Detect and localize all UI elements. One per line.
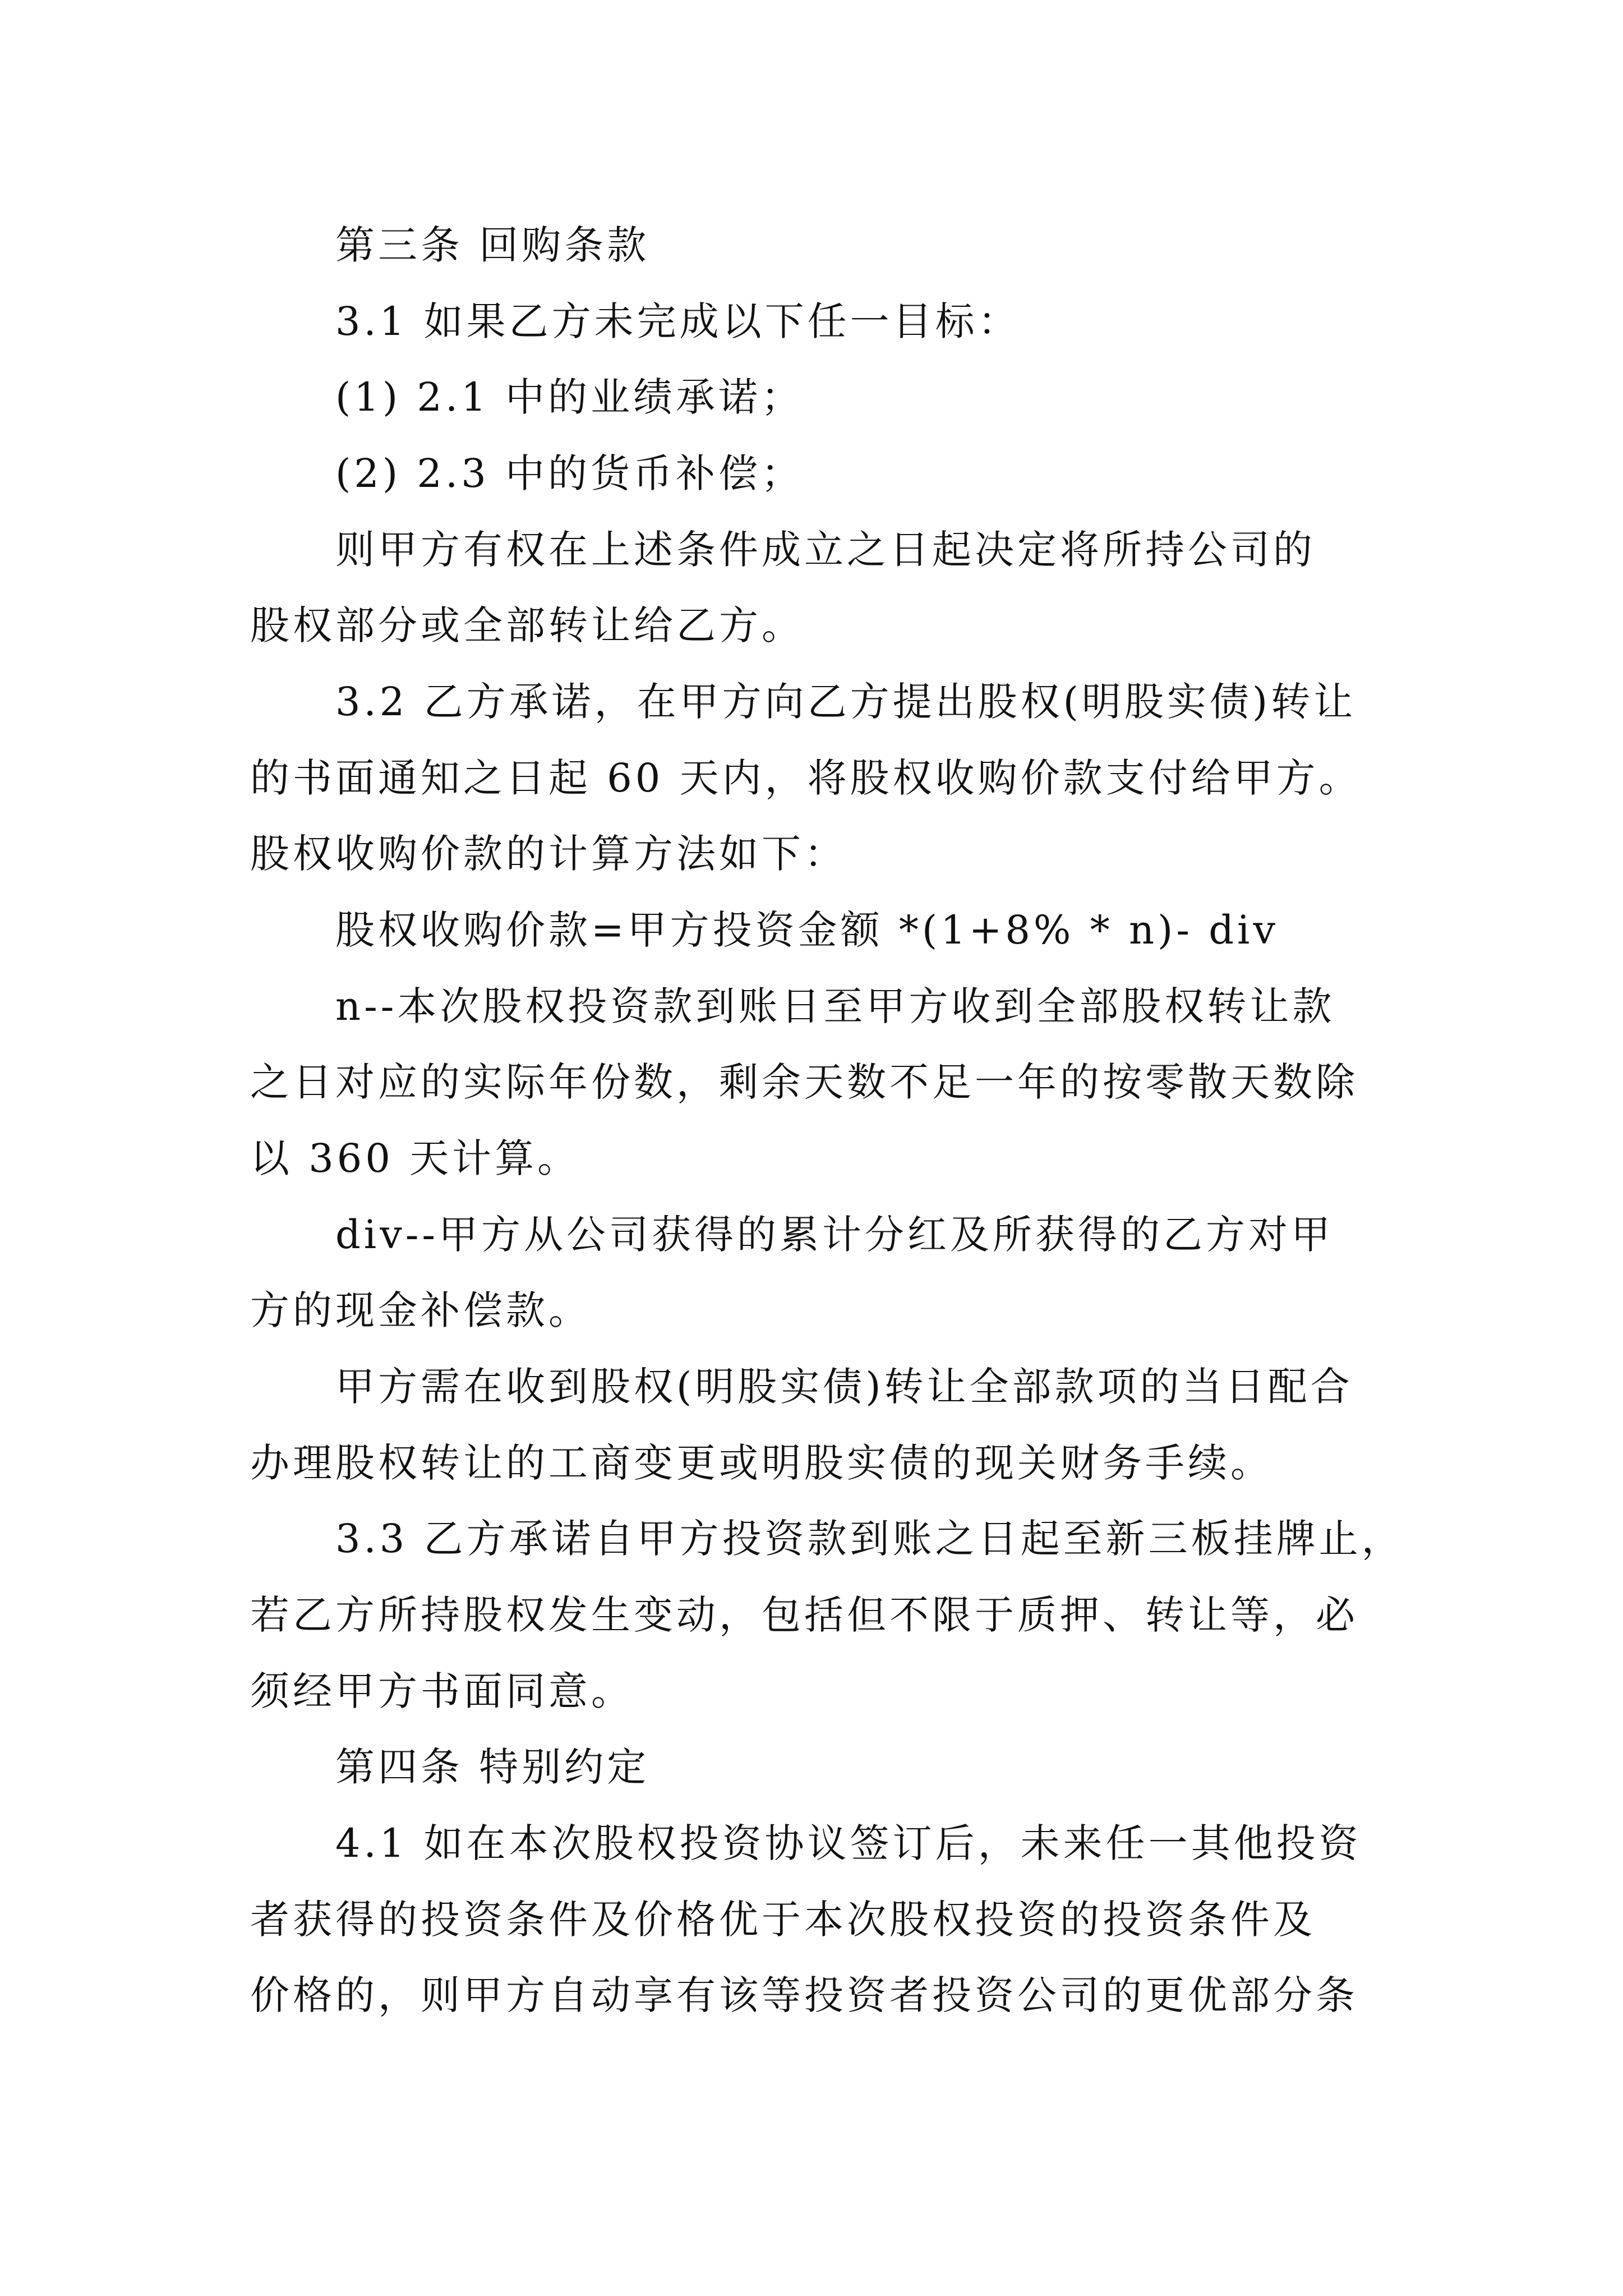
clause-4-1: 4.1 如在本次股权投资协议签订后，未来任一其他投资 [335, 1820, 1362, 1866]
price-formula: 股权收购价款=甲方投资金额 *(1+8% * n)- div [335, 907, 1279, 953]
clause-3-2: 3.2 乙方承诺，在甲方向乙方提出股权(明股实债)转让 [335, 679, 1357, 725]
clause-3-3-cont-1: 若乙方所持股权发生变动，包括但不限于质押、转让等，必 [250, 1592, 1358, 1638]
clause-3-2-cont-2: 股权收购价款的计算方法如下： [250, 831, 847, 877]
clause-3-3: 3.3 乙方承诺自甲方投资款到账之日起至新三板挂牌止， [335, 1516, 1404, 1562]
clause-3-1-item-2: (2) 2.3 中的货币补偿； [335, 450, 804, 496]
transfer-procedure-cont: 办理股权转让的工商变更或明股实债的现关财务手续。 [250, 1440, 1273, 1486]
definition-n: n--本次股权投资款到账日至甲方收到全部股权转让款 [335, 983, 1335, 1029]
clause-3-1: 3.1 如果乙方未完成以下任一目标： [335, 298, 1021, 344]
clause-4-1-cont-2: 价格的，则甲方自动享有该等投资者投资公司的更优部分条 [250, 1972, 1358, 2018]
section-heading-article-4: 第四条 特别约定 [335, 1744, 650, 1790]
clause-3-1-item-1: (1) 2.1 中的业绩承诺； [335, 374, 804, 420]
clause-3-2-cont-1: 的书面通知之日起 60 天内，将股权收购价款支付给甲方。 [250, 755, 1362, 801]
definition-n-cont-1: 之日对应的实际年份数，剩余天数不足一年的按零散天数除 [250, 1059, 1358, 1105]
clause-3-3-cont-2: 须经甲方书面同意。 [250, 1668, 634, 1714]
clause-4-1-cont-1: 者获得的投资条件及价格优于本次股权投资的投资条件及 [250, 1897, 1316, 1943]
definition-div: div--甲方从公司获得的累计分红及所获得的乙方对甲 [335, 1212, 1334, 1258]
transfer-procedure: 甲方需在收到股权(明股实债)转让全部款项的当日配合 [335, 1364, 1353, 1410]
definition-n-cont-2: 以 360 天计算。 [250, 1135, 580, 1181]
clause-3-1-consequence-cont: 股权部分或全部转让给乙方。 [250, 602, 804, 648]
definition-div-cont: 方的现金补偿款。 [250, 1287, 591, 1333]
section-heading-article-3: 第三条 回购条款 [335, 222, 650, 268]
clause-3-1-consequence: 则甲方有权在上述条件成立之日起决定将所持公司的 [335, 527, 1316, 573]
